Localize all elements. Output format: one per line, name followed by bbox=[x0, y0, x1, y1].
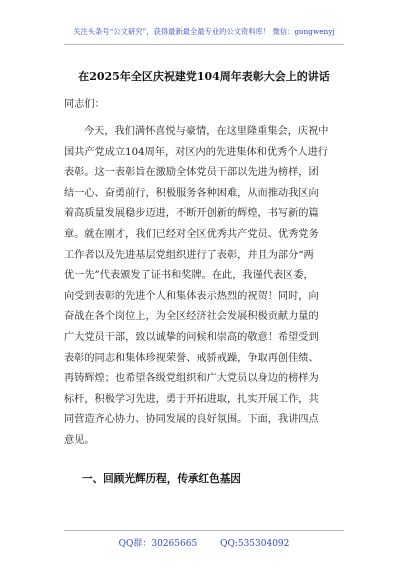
paragraph-line: 再铸辉煌；也希望各级党组织和广大党员以身边的榜样为 bbox=[64, 373, 319, 385]
paragraph-line: 广大党员干部，致以诚挚的问候和崇高的敬意！希望受到 bbox=[64, 331, 319, 343]
paragraph-line: 结一心、奋勇前行，积极服务各种困难，从而推动我区向 bbox=[64, 187, 319, 199]
paragraph-line: 意见。 bbox=[64, 434, 95, 446]
footer-qq: QQ:535304092 bbox=[220, 539, 290, 549]
salutation: 同志们： bbox=[64, 99, 105, 110]
paragraph-line: 优一先”代表颁发了证书和奖牌。在此，我谨代表区委， bbox=[64, 270, 314, 282]
paragraph-line: 今天，我们满怀喜悦与豪情，在这里隆重集会，庆祝中 bbox=[84, 126, 329, 137]
paragraph-line: 同营造齐心协力、协同发展的良好氛围。下面，我讲四点 bbox=[64, 414, 319, 426]
header-promo-text: 关注头条号“公文研究”，获得最新最全最专业的公文资料库！ 微信：gongwenyj bbox=[73, 27, 335, 36]
document-title: 在2025年全区庆祝建党104周年表彰大会上的讲话 bbox=[78, 70, 330, 83]
paragraph-line: 表彰。这一表彰旨在激励全体党员干部以先进为榜样，团 bbox=[64, 167, 319, 179]
paragraph-line: 向受到表彰的先进个人和集体表示热烈的祝贺！同时，向 bbox=[64, 290, 319, 302]
paragraph-line: 奋战在各个岗位上，为全区经济社会发展积极贡献力量的 bbox=[64, 311, 319, 323]
paragraph-line: 着高质量发展稳步迈进，不断开创新的辉煌，书写新的篇 bbox=[64, 208, 319, 220]
paragraph-line: 国共产党成立104周年，对区内的先进集体和优秀个人进行 bbox=[64, 146, 328, 158]
page-header bbox=[0, 0, 408, 50]
body-paragraph bbox=[64, 122, 342, 452]
footer-divider bbox=[64, 530, 344, 531]
paragraph-line: 表彰的同志和集体珍视荣誉、戒骄戒躁，争取再创佳绩、 bbox=[64, 352, 319, 364]
paragraph-line: 工作者以及先进基层党组织进行了表彰，并且为部分“两 bbox=[64, 249, 314, 261]
paragraph-line: 标杆，积极学习先进，勇于开拓进取，扎实开展工作，共 bbox=[64, 393, 319, 405]
page-footer bbox=[0, 536, 408, 549]
header-divider bbox=[64, 44, 344, 45]
paragraph-line: 章。就在刚才，我们已经对全区优秀共产党员、优秀党务 bbox=[64, 228, 319, 240]
footer-qq-group: QQ群：30265665 bbox=[118, 539, 198, 549]
section-heading: 一、回顾光辉历程，传承红色基因 bbox=[82, 473, 241, 485]
